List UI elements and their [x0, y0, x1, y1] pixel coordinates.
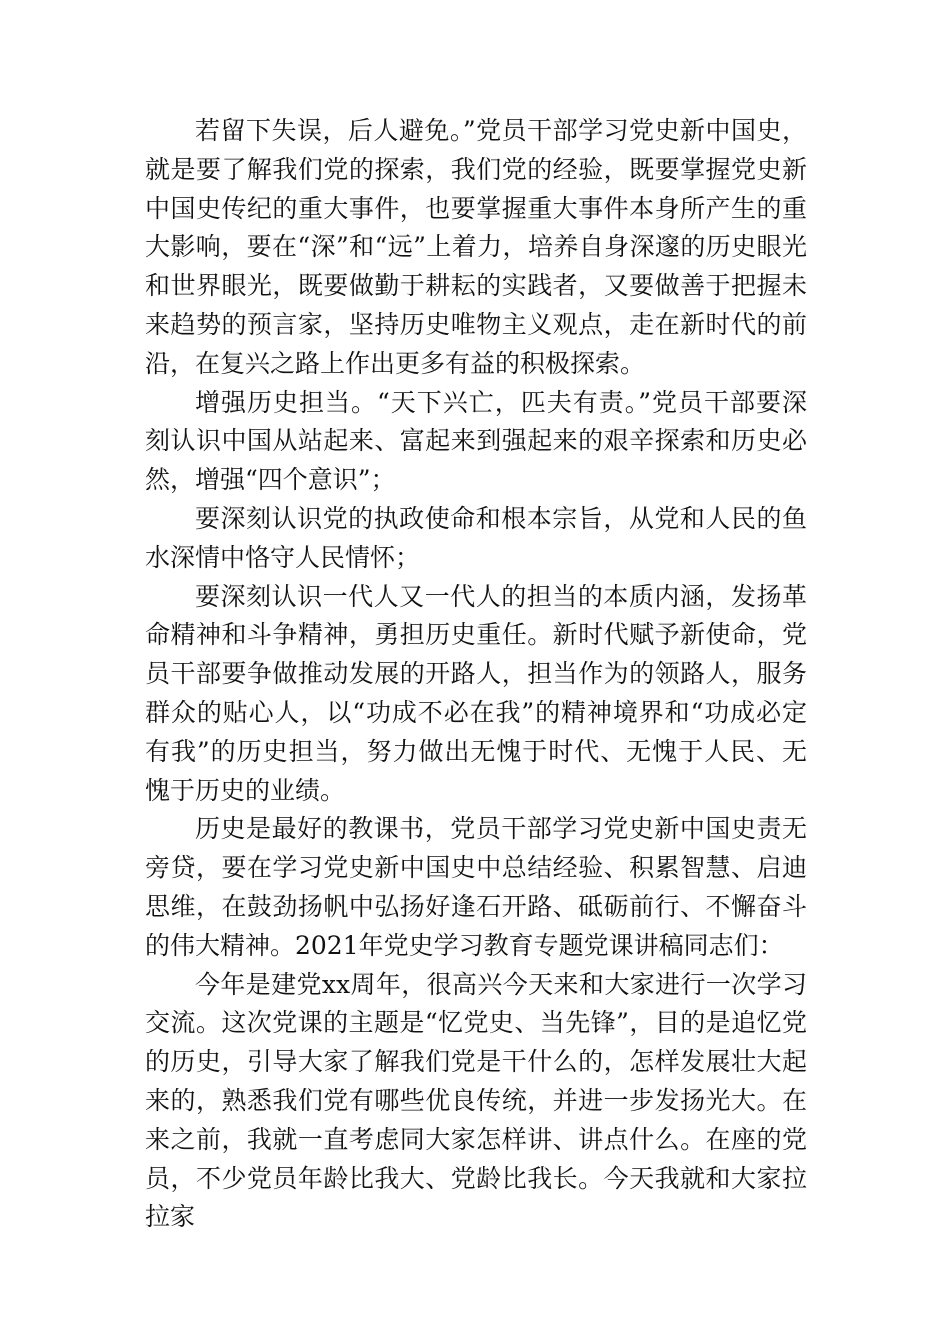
paragraph-5: 历史是最好的教课书，党员干部学习党史新中国史责无旁贷，要在学习党史新中国史中总结经验、积累智慧、启迪思维，在鼓劲扬帆中弘扬好逢石开路、砥砺前行、不懈奋斗的伟大精神。2021年党史学习教育专题党课讲稿同志们：	[145, 814, 807, 960]
paragraph-6: 今年是建党xx周年，很高兴今天来和大家进行一次学习交流。这次党课的主题是“忆党史、当先锋”，目的是追忆党的历史，引导大家了解我们党是干什么的，怎样发展壮大起来的，熟悉我们党有哪些优良传统，并进一步发扬光大。在来之前，我就一直考虑同大家怎样讲、讲点什么。在座的党员，不少党员年龄比我大、党龄比我长。今天我就和大家拉拉家	[145, 969, 807, 1232]
paragraph-3: 要深刻认识党的执政使命和根本宗旨，从党和人民的鱼水深情中恪守人民情怀；	[145, 503, 807, 572]
paragraph-1: 若留下失误，后人避免。”党员干部学习党史新中国史，就是要了解我们党的探索，我们党的经验，既要掌握党史新中国史传纪的重大事件，也要掌握重大事件本身所产生的重大影响，要在“深”和“远”上着力，培养自身深邃的历史眼光和世界眼光，既要做勤于耕耘的实践者，又要做善于把握未来趋势的预言家，坚持历史唯物主义观点，走在新时代的前沿，在复兴之路上作出更多有益的积极探索。	[145, 116, 807, 378]
paragraph-2: 增强历史担当。“天下兴亡，匹夫有责。”党员干部要深刻认识中国从站起来、富起来到强起来的艰辛探索和历史必然，增强“四个意识”；	[145, 387, 807, 495]
document-page	[145, 112, 807, 1237]
paragraph-4: 要深刻认识一代人又一代人的担当的本质内涵，发扬革命精神和斗争精神，勇担历史重任。新时代赋予新使命，党员干部要争做推动发展的开路人，担当作为的领路人，服务群众的贴心人，以“功成不必在我”的精神境界和“功成必定有我”的历史担当，努力做出无愧于时代、无愧于人民、无愧于历史的业绩。	[145, 581, 807, 805]
